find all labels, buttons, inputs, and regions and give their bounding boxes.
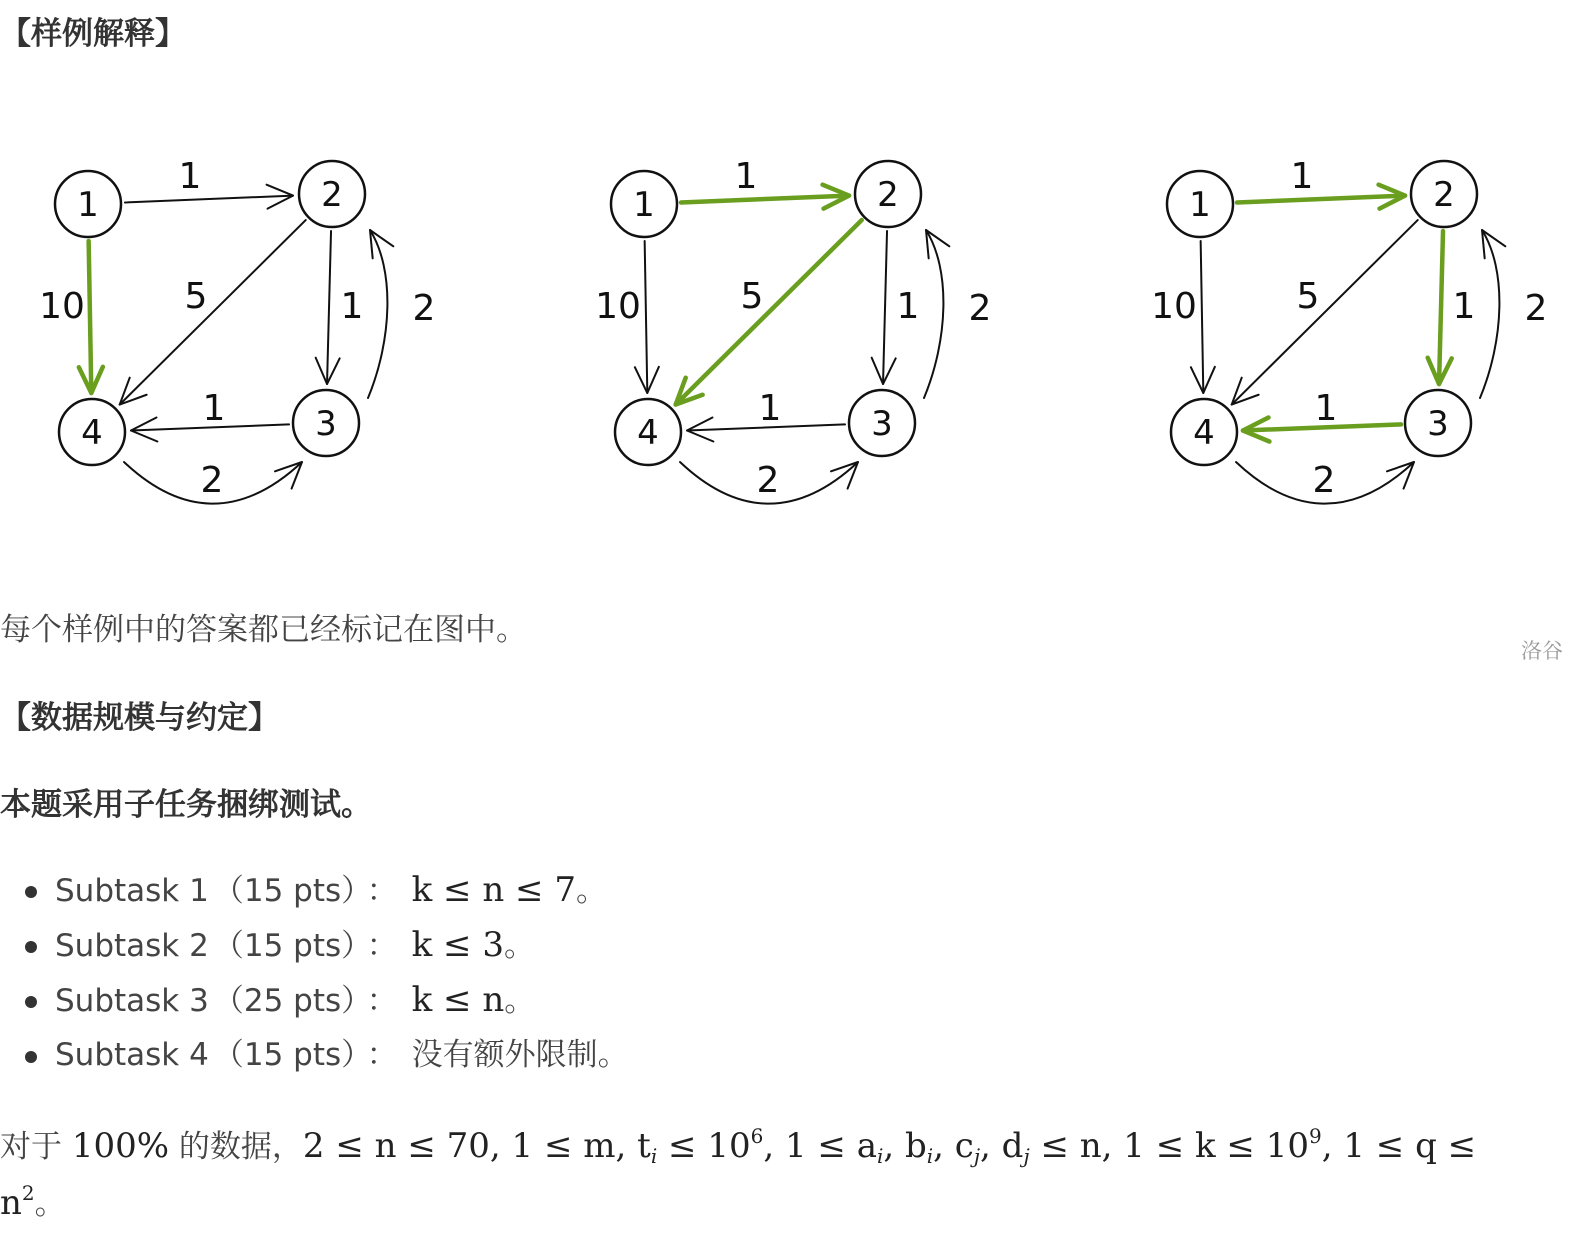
constraints-paragraph (0, 1118, 1530, 1232)
subtask-separator: ： (366, 928, 398, 964)
node-label: 1 (77, 185, 99, 225)
bullet-icon (25, 1051, 37, 1063)
constraint-d: , d (980, 1126, 1024, 1166)
constraint-m-t: 1 ≤ m, t (511, 1126, 651, 1166)
constraints-percent: 100% (71, 1126, 170, 1166)
subtask-separator: ： (366, 983, 398, 1019)
constraint-sub: j (973, 1144, 981, 1168)
edge-2-4 (1232, 220, 1418, 404)
edge-1-4 (1201, 241, 1204, 393)
graph-2 (595, 156, 991, 504)
edge-weight-label: 5 (184, 276, 208, 317)
edge-weight-label: 1 (340, 286, 364, 327)
graph-3 (1151, 156, 1547, 504)
constraint-m-t-bound: ≤ 10 (657, 1126, 751, 1166)
constraint-sup: 6 (750, 1124, 764, 1148)
edge-weight-label: 1 (758, 388, 782, 429)
subtask-points: （15 pts） (212, 1037, 357, 1073)
list-item (0, 919, 629, 974)
edge-weight-label: 2 (1524, 288, 1548, 329)
constraint-comma: , (1101, 1126, 1124, 1166)
edge-1-2 (681, 196, 849, 203)
subtask-separator: ： (366, 1037, 398, 1073)
edge-weight-label: 2 (412, 288, 436, 329)
edge-3-2 (924, 230, 943, 398)
subtask-points: （15 pts） (212, 928, 357, 964)
edge-weight-label: 1 (1314, 388, 1338, 429)
constraint-sub: i (876, 1144, 884, 1168)
edge-2-3 (1439, 231, 1443, 384)
constraints-prefix: 对于 (0, 1129, 62, 1165)
constraint-sub: i (650, 1144, 658, 1168)
graph-1 (39, 156, 435, 504)
subtask-name: Subtask 2 (55, 928, 209, 964)
constraint-sup: 2 (21, 1181, 35, 1205)
constraint-n: 2 ≤ n ≤ 70 (302, 1126, 490, 1166)
constraint-q: 1 ≤ q ≤ n (0, 1126, 1477, 1223)
subtask-name: Subtask 4 (55, 1037, 209, 1073)
edge-weight-label: 1 (1452, 286, 1476, 327)
edge-weight-label: 10 (39, 286, 85, 327)
bullet-icon (25, 941, 37, 953)
constraint-comma: , (1321, 1126, 1344, 1166)
node-label: 2 (321, 175, 343, 215)
bullet-icon (25, 886, 37, 898)
list-item (0, 864, 629, 919)
node-label: 1 (633, 185, 655, 225)
edge-2-4 (120, 220, 306, 404)
edge-1-4 (645, 241, 648, 393)
edge-weight-label: 2 (1312, 460, 1336, 501)
node-label: 4 (637, 413, 659, 453)
edge-weight-label: 1 (202, 388, 226, 429)
edge-weight-label: 1 (178, 156, 202, 197)
subtask-end: 。 (503, 928, 535, 964)
bullet-icon (25, 996, 37, 1008)
subtask-name: Subtask 1 (55, 873, 209, 909)
constraint-comma: , (763, 1126, 785, 1166)
constraint-k: 1 ≤ k ≤ 10 (1123, 1126, 1309, 1166)
constraint-b: , b (883, 1126, 927, 1166)
node-label: 3 (871, 404, 893, 444)
subtask-constraint: k ≤ n (411, 980, 505, 1020)
node-label: 4 (81, 413, 103, 453)
edge-1-2 (125, 196, 293, 203)
edge-1-2 (1237, 196, 1405, 203)
constraints-end: 。 (34, 1186, 66, 1222)
edge-2-3 (883, 231, 887, 384)
subtask-points: （25 pts） (212, 983, 357, 1019)
edge-weight-label: 10 (595, 286, 641, 327)
edge-3-2 (1480, 230, 1499, 398)
node-label: 2 (1433, 175, 1455, 215)
node-label: 2 (877, 175, 899, 215)
node-label: 3 (1427, 404, 1449, 444)
constraint-sub: i (926, 1144, 934, 1168)
subtask-bundling-note: 本题采用子任务捆绑测试。 (0, 787, 372, 823)
edge-weight-label: 1 (734, 156, 758, 197)
sample-note: 每个样例中的答案都已经标记在图中。 (0, 612, 527, 648)
figure-source-label: 洛谷 (1521, 639, 1563, 663)
edge-weight-label: 10 (1151, 286, 1197, 327)
list-item (0, 1029, 629, 1084)
constraint-sup: 9 (1309, 1124, 1322, 1148)
data-scale-heading: 【数据规模与约定】 (0, 700, 279, 736)
constraint-abcd-bound: ≤ n (1029, 1126, 1102, 1166)
node-label: 1 (1189, 185, 1211, 225)
graphs-svg (0, 130, 1575, 550)
subtask-end: 没有额外限制。 (411, 1037, 629, 1073)
subtask-end: 。 (575, 873, 607, 909)
subtask-list (0, 864, 629, 1084)
edge-3-2 (368, 230, 387, 398)
list-item (0, 974, 629, 1029)
subtask-name: Subtask 3 (55, 983, 209, 1019)
edge-1-4 (89, 241, 92, 393)
edge-weight-label: 1 (896, 286, 920, 327)
constraint-c: , c (933, 1126, 974, 1166)
subtask-end: 。 (504, 983, 536, 1019)
node-label: 3 (315, 404, 337, 444)
constraint-sub: j (1023, 1144, 1030, 1168)
subtask-constraint: k ≤ 3 (411, 925, 504, 965)
subtask-points: （15 pts） (212, 873, 357, 909)
constraint-comma: , (489, 1126, 512, 1166)
edge-weight-label: 1 (1290, 156, 1314, 197)
constraint-abcd: 1 ≤ a (784, 1126, 877, 1166)
constraints-mid: 的数据， (178, 1129, 303, 1165)
edge-weight-label: 2 (968, 288, 992, 329)
subtask-constraint: k ≤ n ≤ 7 (411, 870, 576, 910)
node-label: 4 (1193, 413, 1215, 453)
subtask-separator: ： (366, 873, 398, 909)
edge-weight-label: 5 (740, 276, 764, 317)
edge-weight-label: 2 (200, 460, 224, 501)
edge-2-4 (676, 220, 862, 404)
edge-weight-label: 2 (756, 460, 780, 501)
sample-explanation-heading: 【样例解释】 (0, 16, 186, 52)
edge-weight-label: 5 (1296, 276, 1320, 317)
edge-2-3 (327, 231, 331, 384)
